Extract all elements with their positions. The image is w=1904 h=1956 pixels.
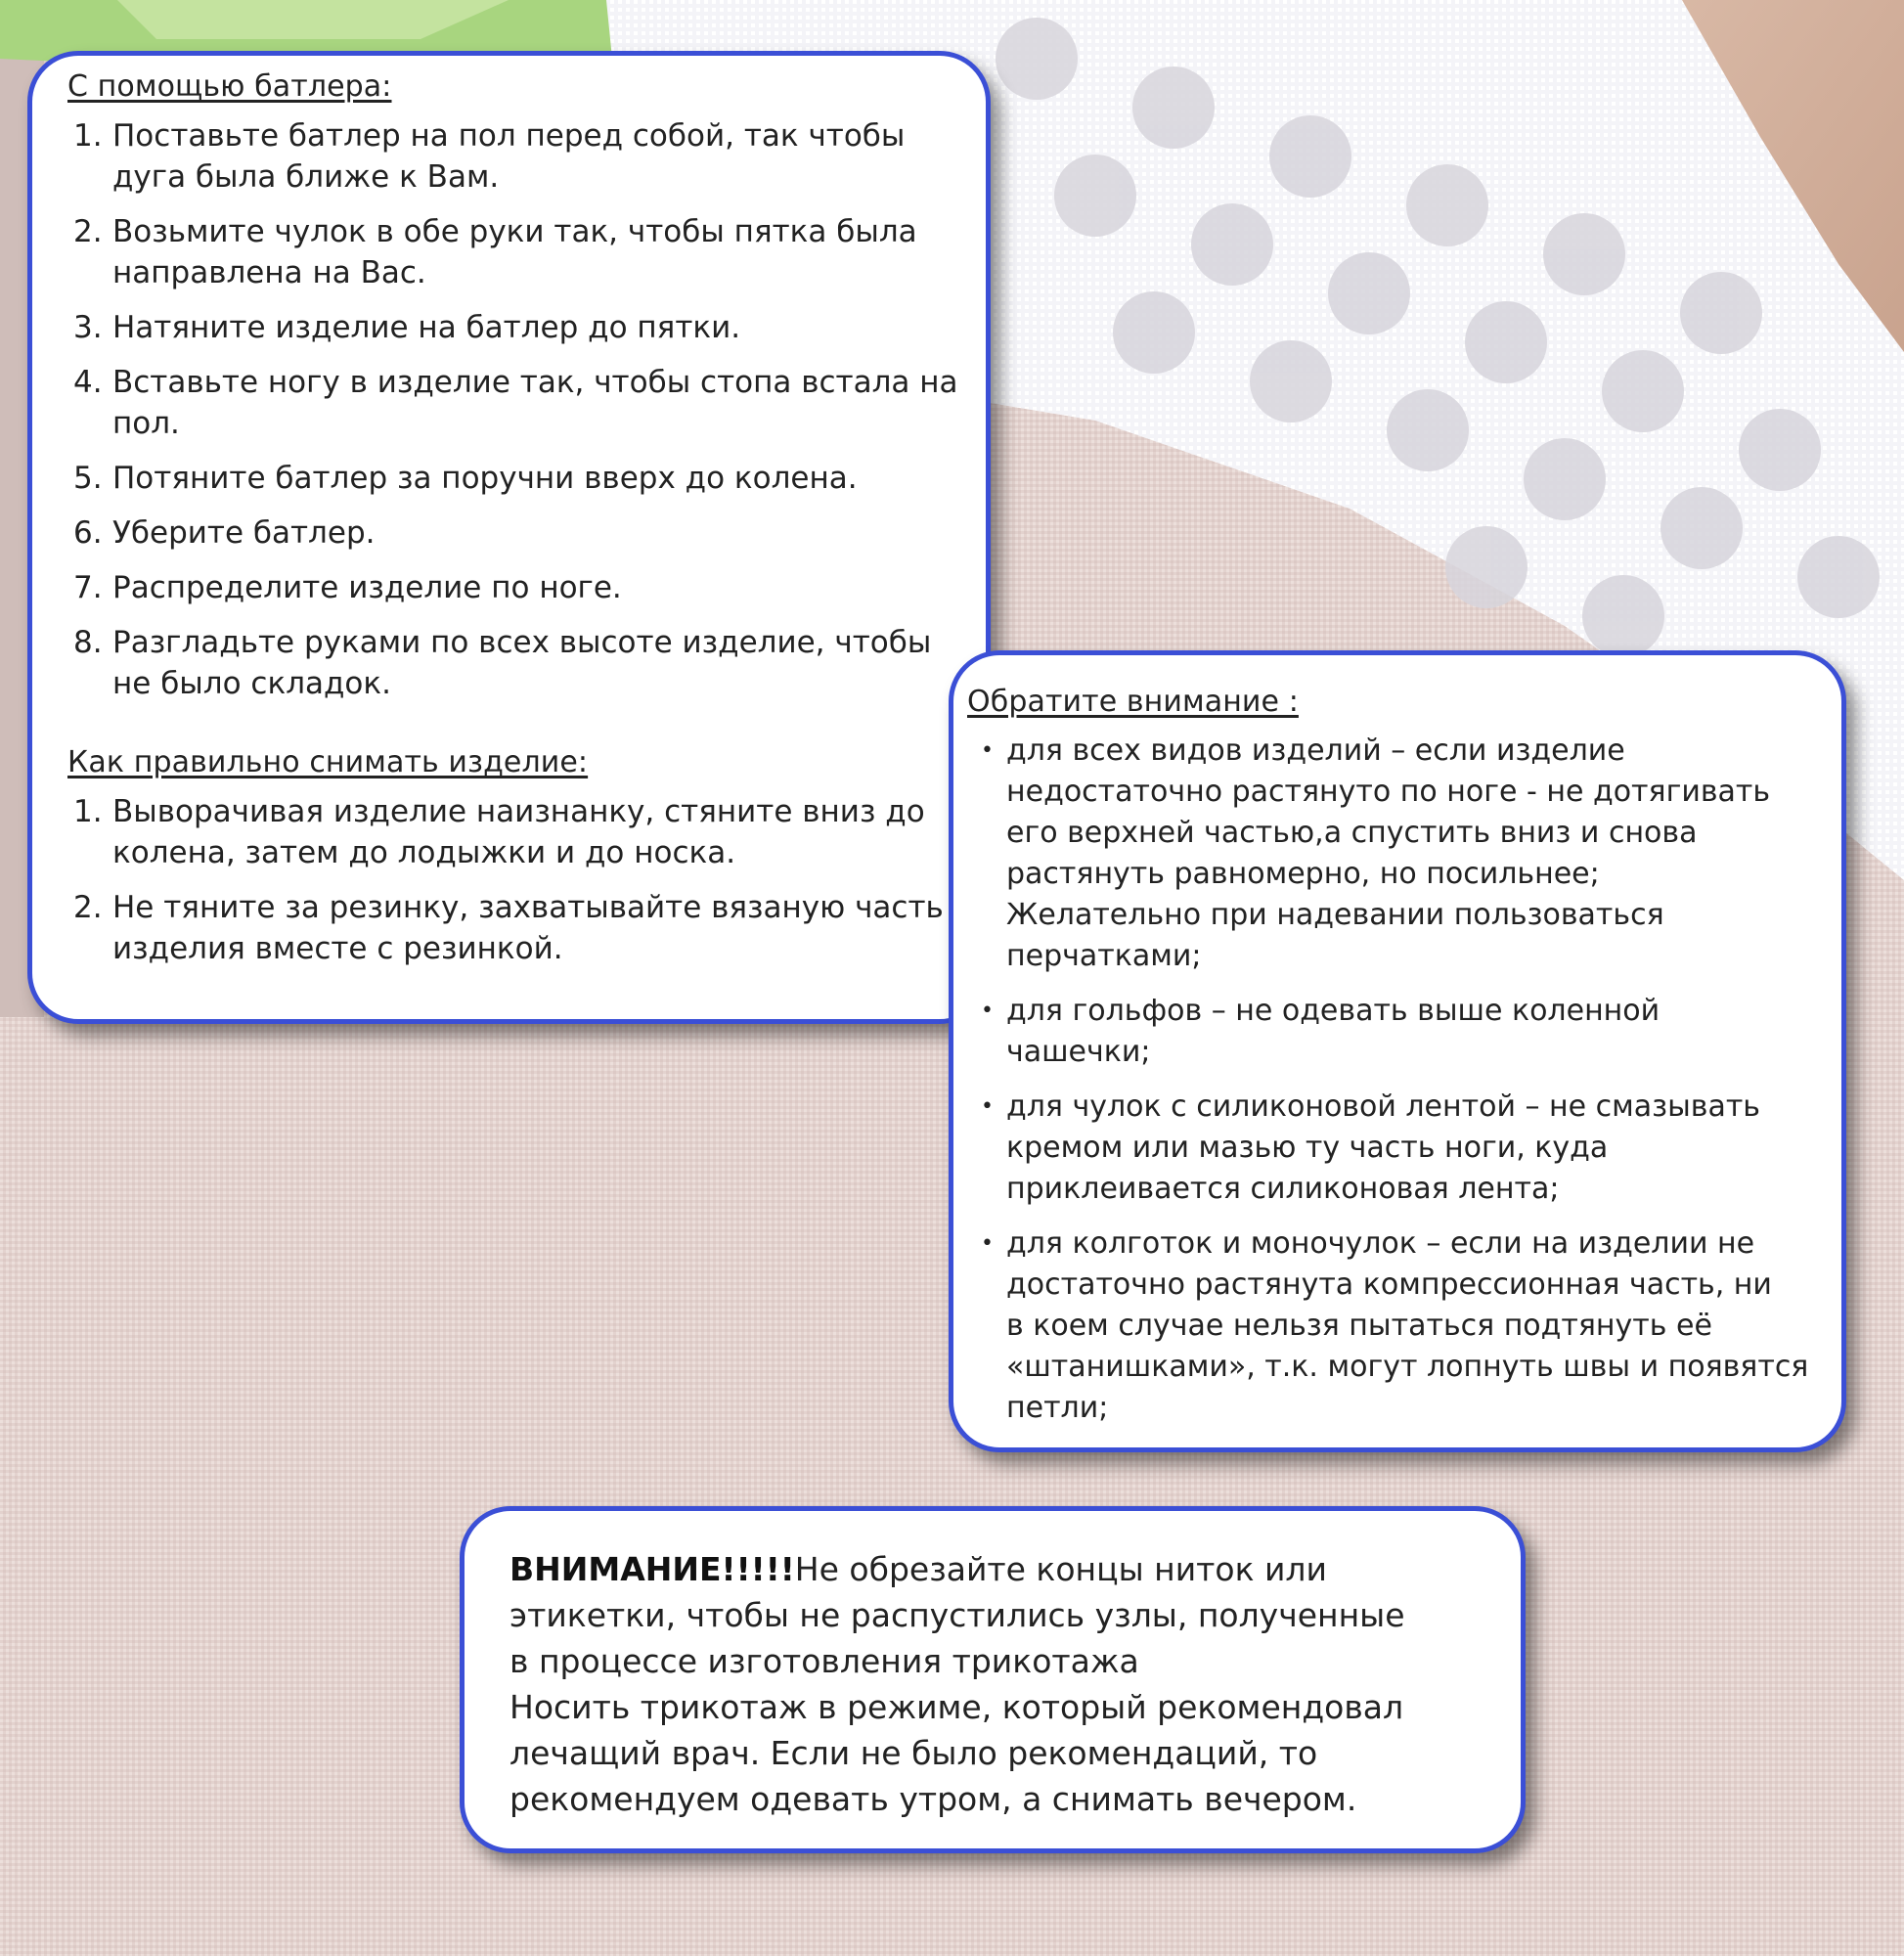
list-item: [67, 458, 966, 499]
note-text: для гольфов – не одевать выше коленной чашечки;: [1006, 994, 1660, 1069]
butler-heading: С помощью батлера:: [67, 69, 392, 104]
step-text: Потяните батлер за поручни вверх до колена.: [112, 461, 858, 496]
butler-steps-list: [67, 115, 966, 704]
attention-list: [967, 731, 1841, 1429]
step-number: 2.: [73, 214, 103, 249]
step-number: 1.: [73, 794, 103, 829]
step-number: 3.: [73, 310, 103, 345]
step-text: Не тяните за резинку, захватывайте вязаную часть изделия вместе с резинкой.: [112, 890, 944, 966]
list-item: [67, 362, 966, 444]
step-text: Натяните изделие на батлер до пятки.: [112, 310, 741, 345]
step-number: 1.: [73, 118, 103, 154]
step-number: 7.: [73, 570, 103, 605]
warning-text-block: [509, 1546, 1501, 1822]
list-item: [967, 731, 1841, 977]
bullet-icon: •: [981, 1231, 994, 1256]
list-item: [67, 211, 966, 293]
step-number: 4.: [73, 365, 103, 400]
step-number: 6.: [73, 515, 103, 551]
list-item: [967, 1087, 1841, 1210]
attention-heading: Обратите внимание :: [967, 685, 1299, 719]
warning-text: Не обрезайте концы ниток или этикетки, чтобы не распустились узлы, полученные в процессе изготовления трикотажа Носить трикотаж в режиме, который рекомендовал лечащий врач. Если не было рекомендаций, то рекомендуем одевать утром, а снимать вечером.: [509, 1550, 1405, 1818]
step-number: 8.: [73, 625, 103, 660]
list-item: [967, 1223, 1841, 1429]
warning-label: ВНИМАНИЕ!!!!!: [509, 1550, 795, 1588]
step-text: Возьмите чулок в обе руки так, чтобы пятка была направлена на Вас.: [112, 214, 917, 290]
step-text: Разгладьте руками по всех высоте изделие, чтобы не было складок.: [112, 625, 932, 701]
attention-card: [949, 650, 1846, 1452]
note-text: для колготок и моночулок – если на изделии не достаточно растянута компрессионная часть, ни в коем случае нельзя пытаться подтянуть её «штанишками», т.к. могут лопнуть швы и появятся петли;: [1006, 1226, 1809, 1425]
butler-instructions-card: [27, 51, 991, 1024]
list-item: [967, 991, 1841, 1073]
list-item: [67, 887, 966, 969]
note-text: для чулок с силиконовой лентой – не смазывать кремом или мазью ту часть ноги, куда приклеивается силиконовая лента;: [1006, 1089, 1760, 1206]
list-item: [67, 115, 966, 198]
bullet-icon: •: [981, 738, 994, 763]
note-text: для всех видов изделий – если изделие недостаточно растянуто по ноге - не дотягивать его верхней частью,а спустить вниз и снова растянуть равномерно, но посильнее; Желательно при надевании пользоваться перчатками;: [1006, 734, 1771, 973]
list-item: [67, 512, 966, 554]
list-item: [67, 791, 966, 873]
bullet-icon: •: [981, 999, 994, 1023]
step-number: 5.: [73, 461, 103, 496]
step-text: Поставьте батлер на пол перед собой, так чтобы дуга была ближе к Вам.: [112, 118, 906, 195]
bullet-icon: •: [981, 1094, 994, 1119]
removal-steps-list: [67, 791, 966, 969]
step-text: Уберите батлер.: [112, 515, 376, 551]
step-number: 2.: [73, 890, 103, 925]
step-text: Выворачивая изделие наизнанку, стяните вниз до колена, затем до лодыжки и до носка.: [112, 794, 925, 870]
warning-card: [460, 1506, 1526, 1853]
step-text: Распределите изделие по ноге.: [112, 570, 622, 605]
removal-heading: Как правильно снимать изделие:: [67, 745, 589, 779]
list-item: [67, 567, 966, 608]
list-item: [67, 622, 966, 704]
list-item: [67, 307, 966, 348]
step-text: Вставьте ногу в изделие так, чтобы стопа встала на пол.: [112, 365, 958, 441]
